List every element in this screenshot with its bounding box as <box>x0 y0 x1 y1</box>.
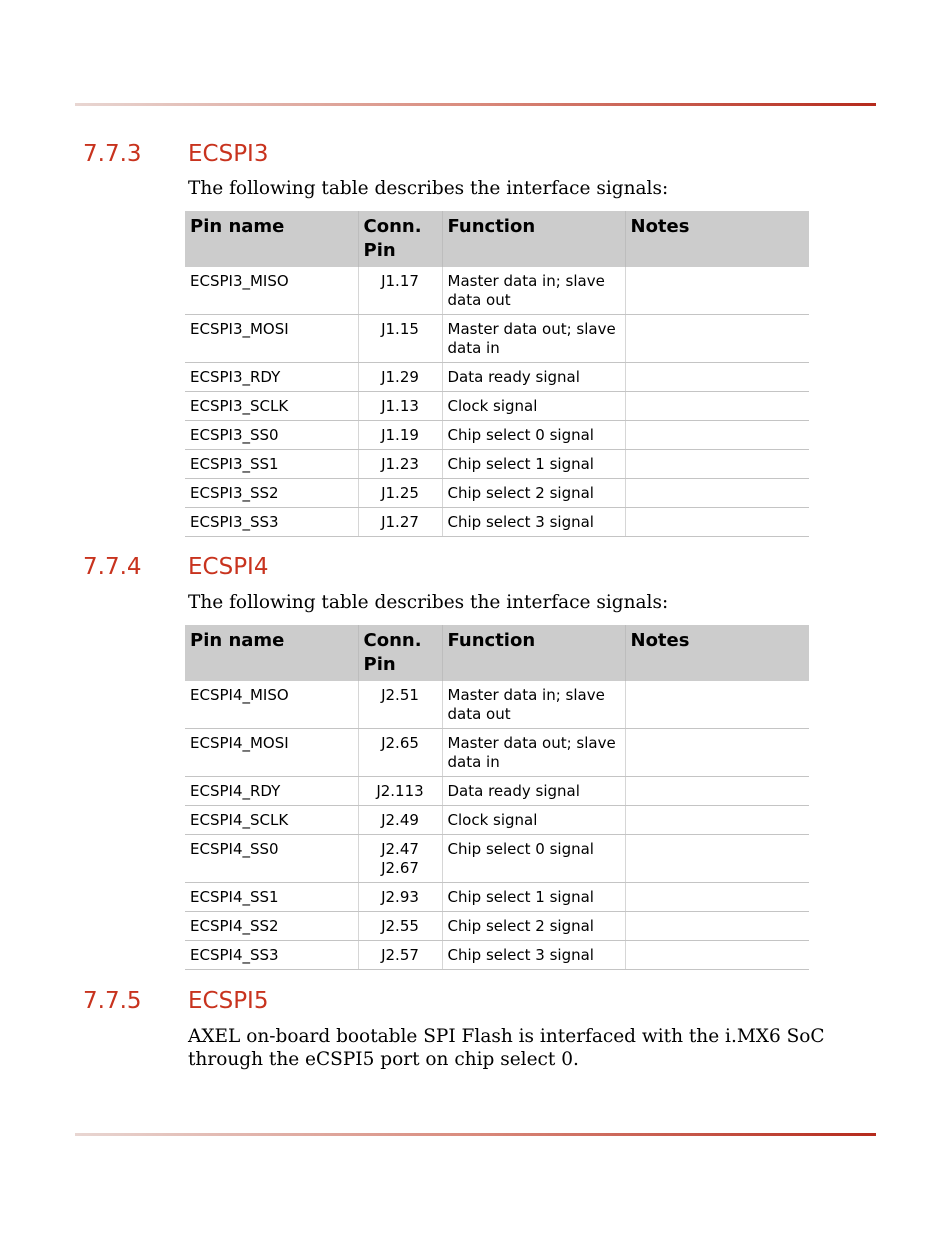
section-number: 7.7.4 <box>83 554 142 580</box>
signal-table <box>185 625 809 970</box>
cell-conn-pin <box>358 777 442 806</box>
cell-pin-name: ECSPI3_SS2 <box>185 479 358 508</box>
cell-function: Data ready signal <box>442 363 625 392</box>
table-body <box>185 681 809 970</box>
cell-pin-name: ECSPI3_RDY <box>185 363 358 392</box>
cell-function: Clock signal <box>442 806 625 835</box>
cell-pin-name: ECSPI4_RDY <box>185 777 358 806</box>
cell-conn-pin <box>358 508 442 537</box>
section-intro: The following table describes the interface signals: <box>188 178 669 199</box>
cell-function: Data ready signal <box>442 777 625 806</box>
conn-pin-value: J1.19 <box>381 426 419 444</box>
table-row <box>185 729 809 777</box>
conn-pin-value: J2.47 <box>381 840 419 858</box>
cell-function: Chip select 1 signal <box>442 883 625 912</box>
section-title: ECSPI3 <box>188 141 269 167</box>
cell-notes <box>625 941 809 970</box>
header-conn-pin: Conn. Pin <box>358 211 442 267</box>
cell-notes <box>625 421 809 450</box>
conn-pin-value: J1.23 <box>381 455 419 473</box>
cell-function: Chip select 0 signal <box>442 835 625 883</box>
cell-conn-pin <box>358 912 442 941</box>
cell-conn-pin <box>358 363 442 392</box>
cell-function: Master data in; slave data out <box>442 267 625 315</box>
cell-pin-name: ECSPI3_MISO <box>185 267 358 315</box>
header-rule <box>75 103 876 106</box>
cell-notes <box>625 479 809 508</box>
table-row <box>185 806 809 835</box>
cell-function: Chip select 2 signal <box>442 479 625 508</box>
conn-pin-value: J2.49 <box>381 811 419 829</box>
cell-function: Chip select 0 signal <box>442 421 625 450</box>
cell-conn-pin <box>358 267 442 315</box>
conn-pin-value: J2.51 <box>381 686 419 704</box>
section-heading-ecspi5 <box>83 988 268 1014</box>
conn-pin-value: J1.13 <box>381 397 419 415</box>
cell-conn-pin <box>358 883 442 912</box>
cell-function: Master data out; slave data in <box>442 729 625 777</box>
conn-pin-value: J2.65 <box>381 734 419 752</box>
section-intro: The following table describes the interface signals: <box>188 592 669 613</box>
header-pin-name: Pin name <box>185 625 358 681</box>
cell-conn-pin <box>358 681 442 729</box>
section-number: 7.7.5 <box>83 988 142 1014</box>
cell-pin-name: ECSPI3_MOSI <box>185 315 358 363</box>
cell-notes <box>625 835 809 883</box>
conn-pin-value: J2.93 <box>381 888 419 906</box>
cell-pin-name: ECSPI3_SS3 <box>185 508 358 537</box>
cell-pin-name: ECSPI3_SCLK <box>185 392 358 421</box>
cell-pin-name: ECSPI3_SS1 <box>185 450 358 479</box>
cell-function: Master data out; slave data in <box>442 315 625 363</box>
cell-conn-pin <box>358 315 442 363</box>
cell-conn-pin <box>358 421 442 450</box>
table-row <box>185 941 809 970</box>
cell-notes <box>625 777 809 806</box>
cell-conn-pin <box>358 806 442 835</box>
signal-table <box>185 211 809 537</box>
cell-notes <box>625 806 809 835</box>
cell-conn-pin <box>358 729 442 777</box>
cell-pin-name: ECSPI4_SS2 <box>185 912 358 941</box>
cell-notes <box>625 883 809 912</box>
cell-notes <box>625 392 809 421</box>
table-row <box>185 315 809 363</box>
conn-pin-value: J2.57 <box>381 946 419 964</box>
cell-notes <box>625 267 809 315</box>
cell-notes <box>625 508 809 537</box>
header-notes: Notes <box>625 211 809 267</box>
table-row <box>185 912 809 941</box>
cell-function: Master data in; slave data out <box>442 681 625 729</box>
cell-function: Chip select 2 signal <box>442 912 625 941</box>
section-title: ECSPI4 <box>188 554 269 580</box>
header-notes: Notes <box>625 625 809 681</box>
cell-pin-name: ECSPI4_SS1 <box>185 883 358 912</box>
table-header-row <box>185 211 809 267</box>
cell-function: Clock signal <box>442 392 625 421</box>
table-row <box>185 450 809 479</box>
header-function: Function <box>442 625 625 681</box>
table-row <box>185 421 809 450</box>
conn-pin-value: J2.67 <box>381 859 419 877</box>
header-pin-name: Pin name <box>185 211 358 267</box>
cell-function: Chip select 1 signal <box>442 450 625 479</box>
cell-function: Chip select 3 signal <box>442 941 625 970</box>
cell-pin-name: ECSPI4_SS0 <box>185 835 358 883</box>
conn-pin-value: J1.25 <box>381 484 419 502</box>
table-row <box>185 835 809 883</box>
table-body <box>185 267 809 537</box>
section-heading-ecspi3 <box>83 141 268 167</box>
cell-conn-pin <box>358 835 442 883</box>
cell-pin-name: ECSPI4_SS3 <box>185 941 358 970</box>
table-row <box>185 777 809 806</box>
section-number: 7.7.3 <box>83 141 142 167</box>
conn-pin-value: J1.17 <box>381 272 419 290</box>
cell-notes <box>625 729 809 777</box>
cell-notes <box>625 912 809 941</box>
cell-notes <box>625 363 809 392</box>
cell-notes <box>625 681 809 729</box>
cell-conn-pin <box>358 941 442 970</box>
cell-pin-name: ECSPI3_SS0 <box>185 421 358 450</box>
section-title: ECSPI5 <box>188 988 269 1014</box>
cell-function: Chip select 3 signal <box>442 508 625 537</box>
table-row <box>185 392 809 421</box>
table-row <box>185 363 809 392</box>
conn-pin-value: J1.29 <box>381 368 419 386</box>
table-row <box>185 267 809 315</box>
table-row <box>185 681 809 729</box>
table-header-row <box>185 625 809 681</box>
table-row <box>185 479 809 508</box>
cell-conn-pin <box>358 479 442 508</box>
header-conn-pin: Conn. Pin <box>358 625 442 681</box>
conn-pin-value: J1.27 <box>381 513 419 531</box>
cell-conn-pin <box>358 392 442 421</box>
section-paragraph: AXEL on-board bootable SPI Flash is interfaced with the i.MX6 SoC through the eCSPI5 port on chip select 0. <box>188 1026 825 1070</box>
table-row <box>185 508 809 537</box>
cell-pin-name: ECSPI4_SCLK <box>185 806 358 835</box>
conn-pin-value: J1.15 <box>381 320 419 338</box>
table-row <box>185 883 809 912</box>
footer-rule <box>75 1133 876 1136</box>
cell-notes <box>625 315 809 363</box>
conn-pin-value: J2.113 <box>376 782 424 800</box>
conn-pin-value: J2.55 <box>381 917 419 935</box>
cell-pin-name: ECSPI4_MOSI <box>185 729 358 777</box>
section-heading-ecspi4 <box>83 554 268 580</box>
cell-pin-name: ECSPI4_MISO <box>185 681 358 729</box>
header-function: Function <box>442 211 625 267</box>
cell-conn-pin <box>358 450 442 479</box>
cell-notes <box>625 450 809 479</box>
